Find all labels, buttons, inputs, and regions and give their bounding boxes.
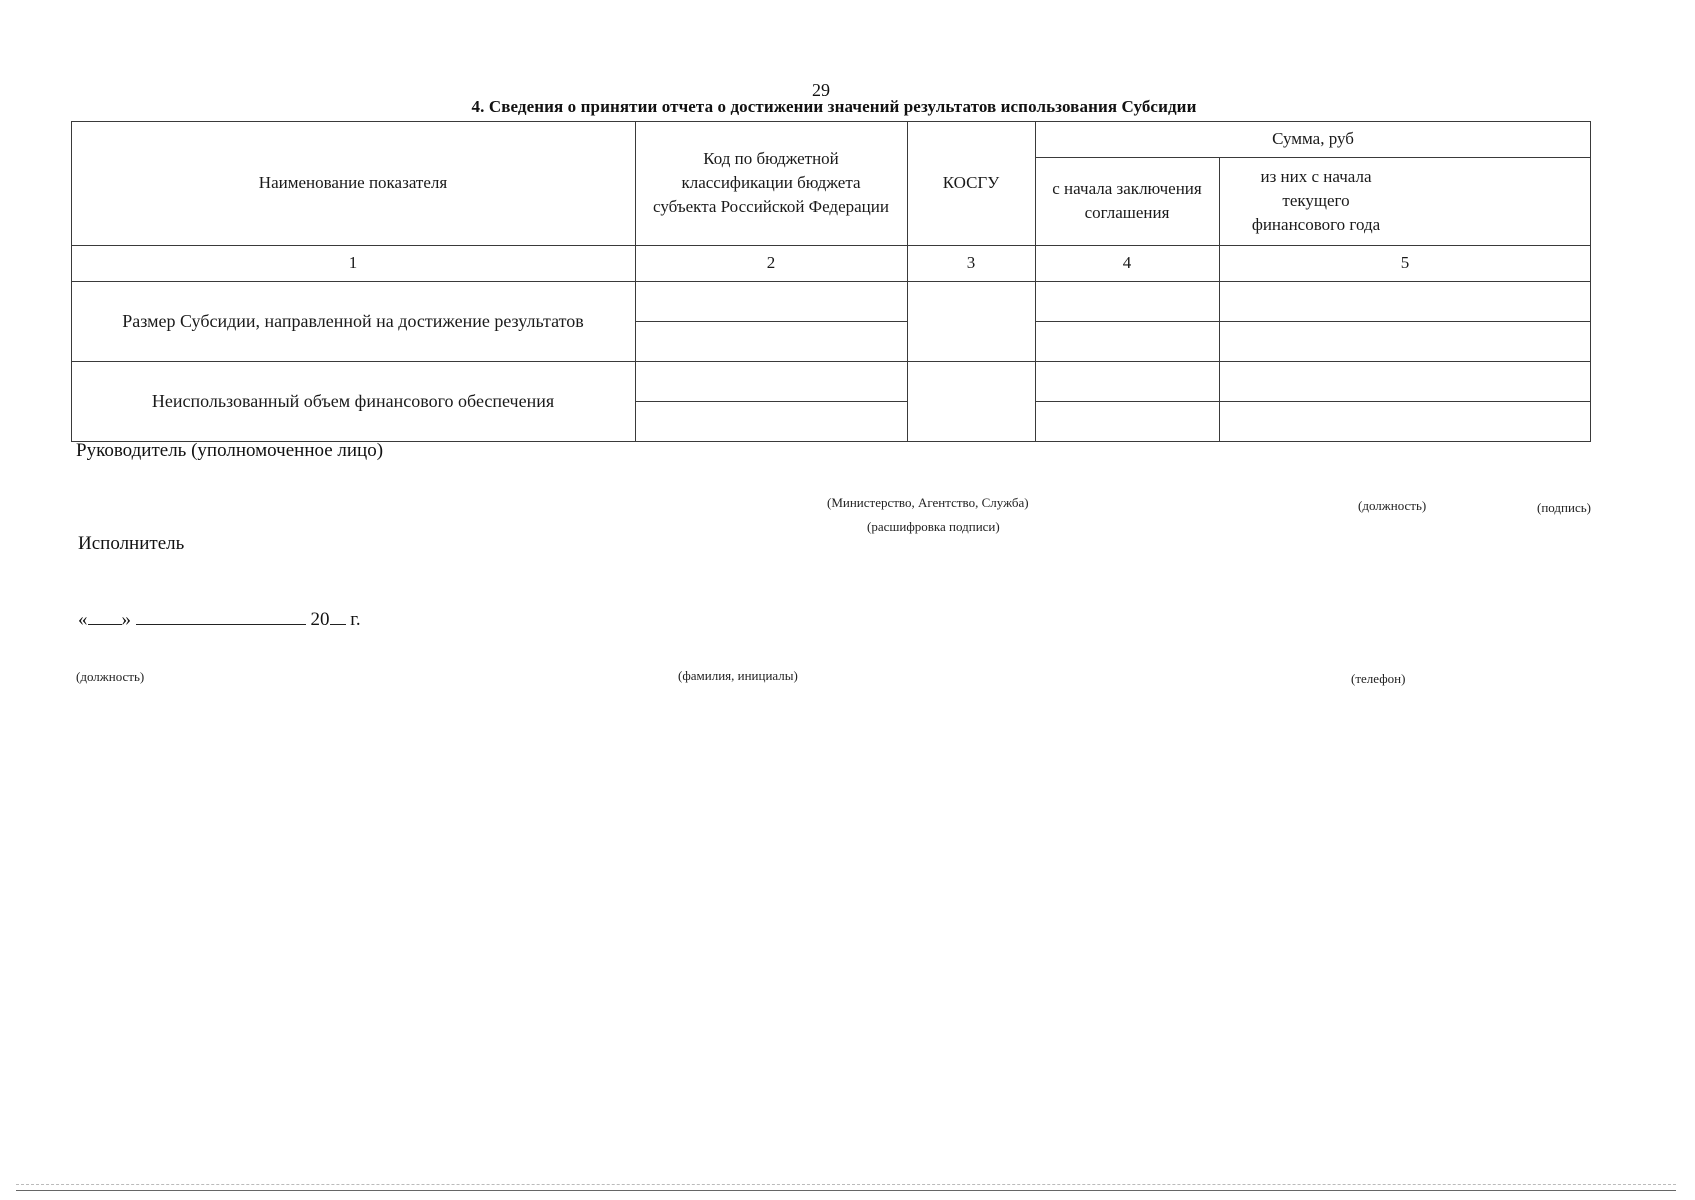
- section-title: 4. Сведения о принятии отчета о достижении значений результатов использования Субсидии: [471, 97, 1197, 116]
- date-close-quote: »: [121, 609, 131, 630]
- header-sum: Сумма, руб: [1272, 129, 1354, 148]
- executor-phone-caption: (телефон): [1351, 671, 1406, 686]
- executor-position-caption: (должность): [76, 669, 145, 684]
- date-line: [78, 609, 361, 631]
- column-number: 3: [966, 253, 976, 272]
- position-caption: (должность): [1358, 498, 1427, 513]
- executor-label: Исполнитель: [78, 533, 185, 554]
- date-year: 20: [310, 609, 330, 630]
- day-blank: [88, 609, 122, 625]
- header-kosgu: КОСГУ: [942, 173, 1000, 192]
- header-indicator-name: Наименование показателя: [258, 173, 448, 192]
- report-acceptance-table: [71, 121, 1591, 443]
- row-label-unused-volume: Неиспользованный объем финансового обеспечения: [151, 391, 555, 411]
- executor-name-caption: (фамилия, инициалы): [678, 668, 798, 683]
- scan-artifact-dashes: [16, 1184, 1676, 1186]
- column-number: 5: [1400, 253, 1410, 272]
- row-label-subsidy-size: Размер Субсидии, направленной на достижение результатов: [122, 311, 584, 331]
- date-suffix: г.: [350, 609, 361, 630]
- head-label: Руководитель (уполномоченное лицо): [76, 440, 384, 461]
- header-budget-code: Код по бюджетной классификации бюджета субъекта Российской Федерации: [653, 149, 889, 216]
- header-since-year: из них с начала текущего финансового года: [1251, 167, 1381, 234]
- ministry-caption: (Министерство, Агентство, Служба): [827, 495, 1029, 510]
- month-blank: [136, 609, 306, 625]
- column-number: 2: [766, 253, 776, 272]
- column-number: 4: [1122, 253, 1132, 272]
- header-since-agreement: с начала заключения соглашения: [1052, 179, 1202, 222]
- page-number: 29: [812, 80, 830, 100]
- column-number: 1: [348, 253, 358, 272]
- date-open-quote: «: [78, 609, 88, 630]
- signature-caption: (подпись): [1537, 500, 1591, 515]
- year-blank: [330, 609, 346, 625]
- page-bottom-rule: [16, 1190, 1676, 1191]
- decoding-caption: (расшифровка подписи): [867, 519, 1000, 534]
